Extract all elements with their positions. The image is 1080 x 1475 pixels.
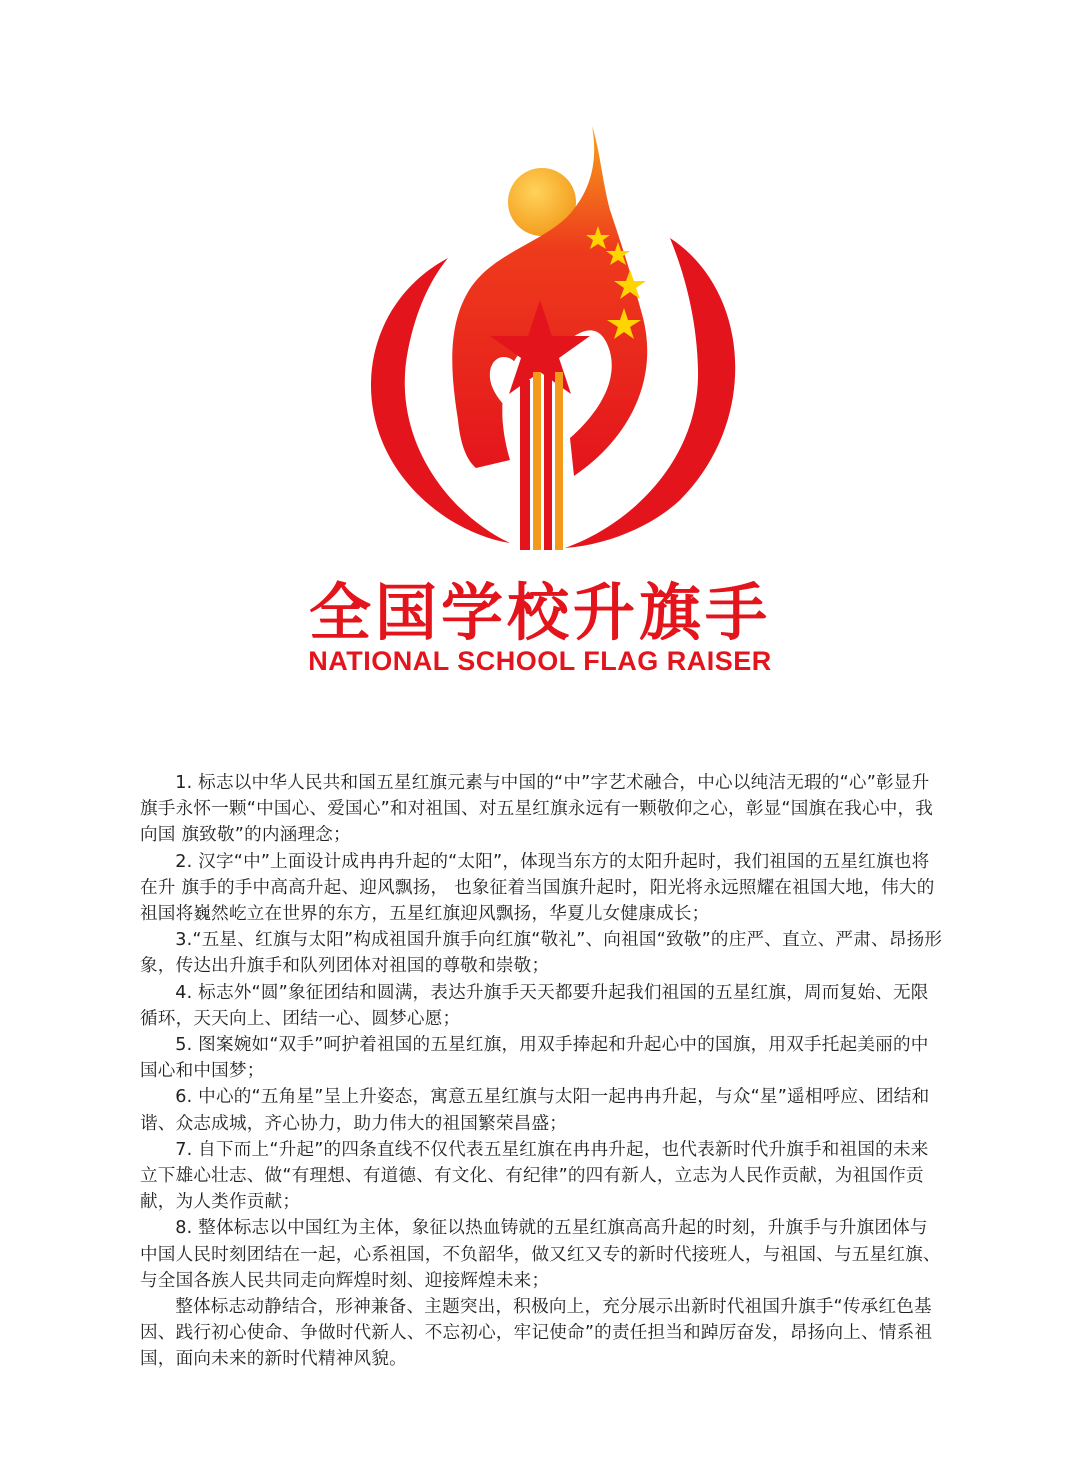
rising-bar-3 [544, 366, 552, 550]
rising-bar-2 [533, 372, 541, 550]
paragraph-6: 6. 中心的“五角星”呈上升姿态，寓意五星红旗与太阳一起冉冉升起，与众“星”遥相呼应、团结和谐、众志成城，齐心协力，助力伟大的祖国繁荣昌盛； [140, 1087, 930, 1134]
paragraph-1: 1. 标志以中华人民共和国五星红旗元素与中国的“中”字艺术融合，中心以纯洁无瑕的“心”彰显升旗手永怀一颗“中国心、爱国心”和对祖国、对五星红旗永远有一颗敬仰之心，彰显“国旗在我心中，我向国 旗致敬”的内涵理念； [140, 773, 934, 846]
paragraph-2: 2. 汉字“中”上面设计成冉冉升起的“太阳”，体现当东方的太阳升起时，我们祖国的五星红旗也将在升 旗手的手中高高升起、迎风飘扬， 也象征着当国旗升起时，阳光将永远照耀在祖国大地，伟大的祖国将巍然屹立在世界的东方，五星红旗迎风飘扬，华夏儿女健康成长； [140, 851, 935, 925]
paragraph-8: 8. 整体标志以中国红为主体，象征以热血铸就的五星红旗高高升起的时刻，升旗手与升旗团体与中国人民时刻团结在一起，心系祖国，不负韶华，做又红又专的新时代接班人，与祖国、与五星红旗、与全国各族人民共同走向辉煌时刻、迎接辉煌未来； [140, 1218, 941, 1291]
rising-bar-4 [555, 372, 563, 550]
rising-bar-1 [520, 380, 530, 550]
logo-title-chinese: 全国学校升旗手 [308, 576, 771, 649]
logo-title-english: NATIONAL SCHOOL FLAG RAISER [308, 646, 772, 676]
paragraph-5: 5. 图案婉如“双手”呵护着祖国的五星红旗，用双手捧起和升起心中的国旗，用双手托起美丽的中国心和中国梦； [140, 1035, 929, 1082]
paragraph-4: 4. 标志外“圆”象征团结和圆满，表达升旗手天天都要升起我们祖国的五星红旗，周而复始、无限循环，天天向上、团结一心、圆梦心愿； [140, 982, 929, 1029]
description-text [140, 770, 945, 1373]
paragraph-7: 7. 自下而上“升起”的四条直线不仅代表五星红旗在冉冉升起，也代表新时代升旗手和祖国的未来立下雄心壮志、做“有理想、有道德、有文化、有纪律”的四有新人，立志为人民作贡献，为祖国作贡献，为人类作贡献； [140, 1139, 929, 1213]
paragraph-summary: 整体标志动静结合，形神兼备、主题突出，积极向上，充分展示出新时代祖国升旗手“传承红色基因、践行初心使命、争做时代新人、不忘初心，牢记使命”的责任担当和踔厉奋发，昂扬向上、情系祖国，面向未来的新时代精神风貌。 [140, 1297, 933, 1370]
flag-raiser-logo [330, 120, 750, 560]
logo-area [0, 0, 1080, 700]
paragraph-3: 3.“五星、红旗与太阳”构成祖国升旗手向红旗“敬礼”、向祖国“致敬”的庄严、直立、严肃、昂扬形象，传达出升旗手和队列团体对祖国的尊敬和崇敬； [140, 930, 943, 977]
